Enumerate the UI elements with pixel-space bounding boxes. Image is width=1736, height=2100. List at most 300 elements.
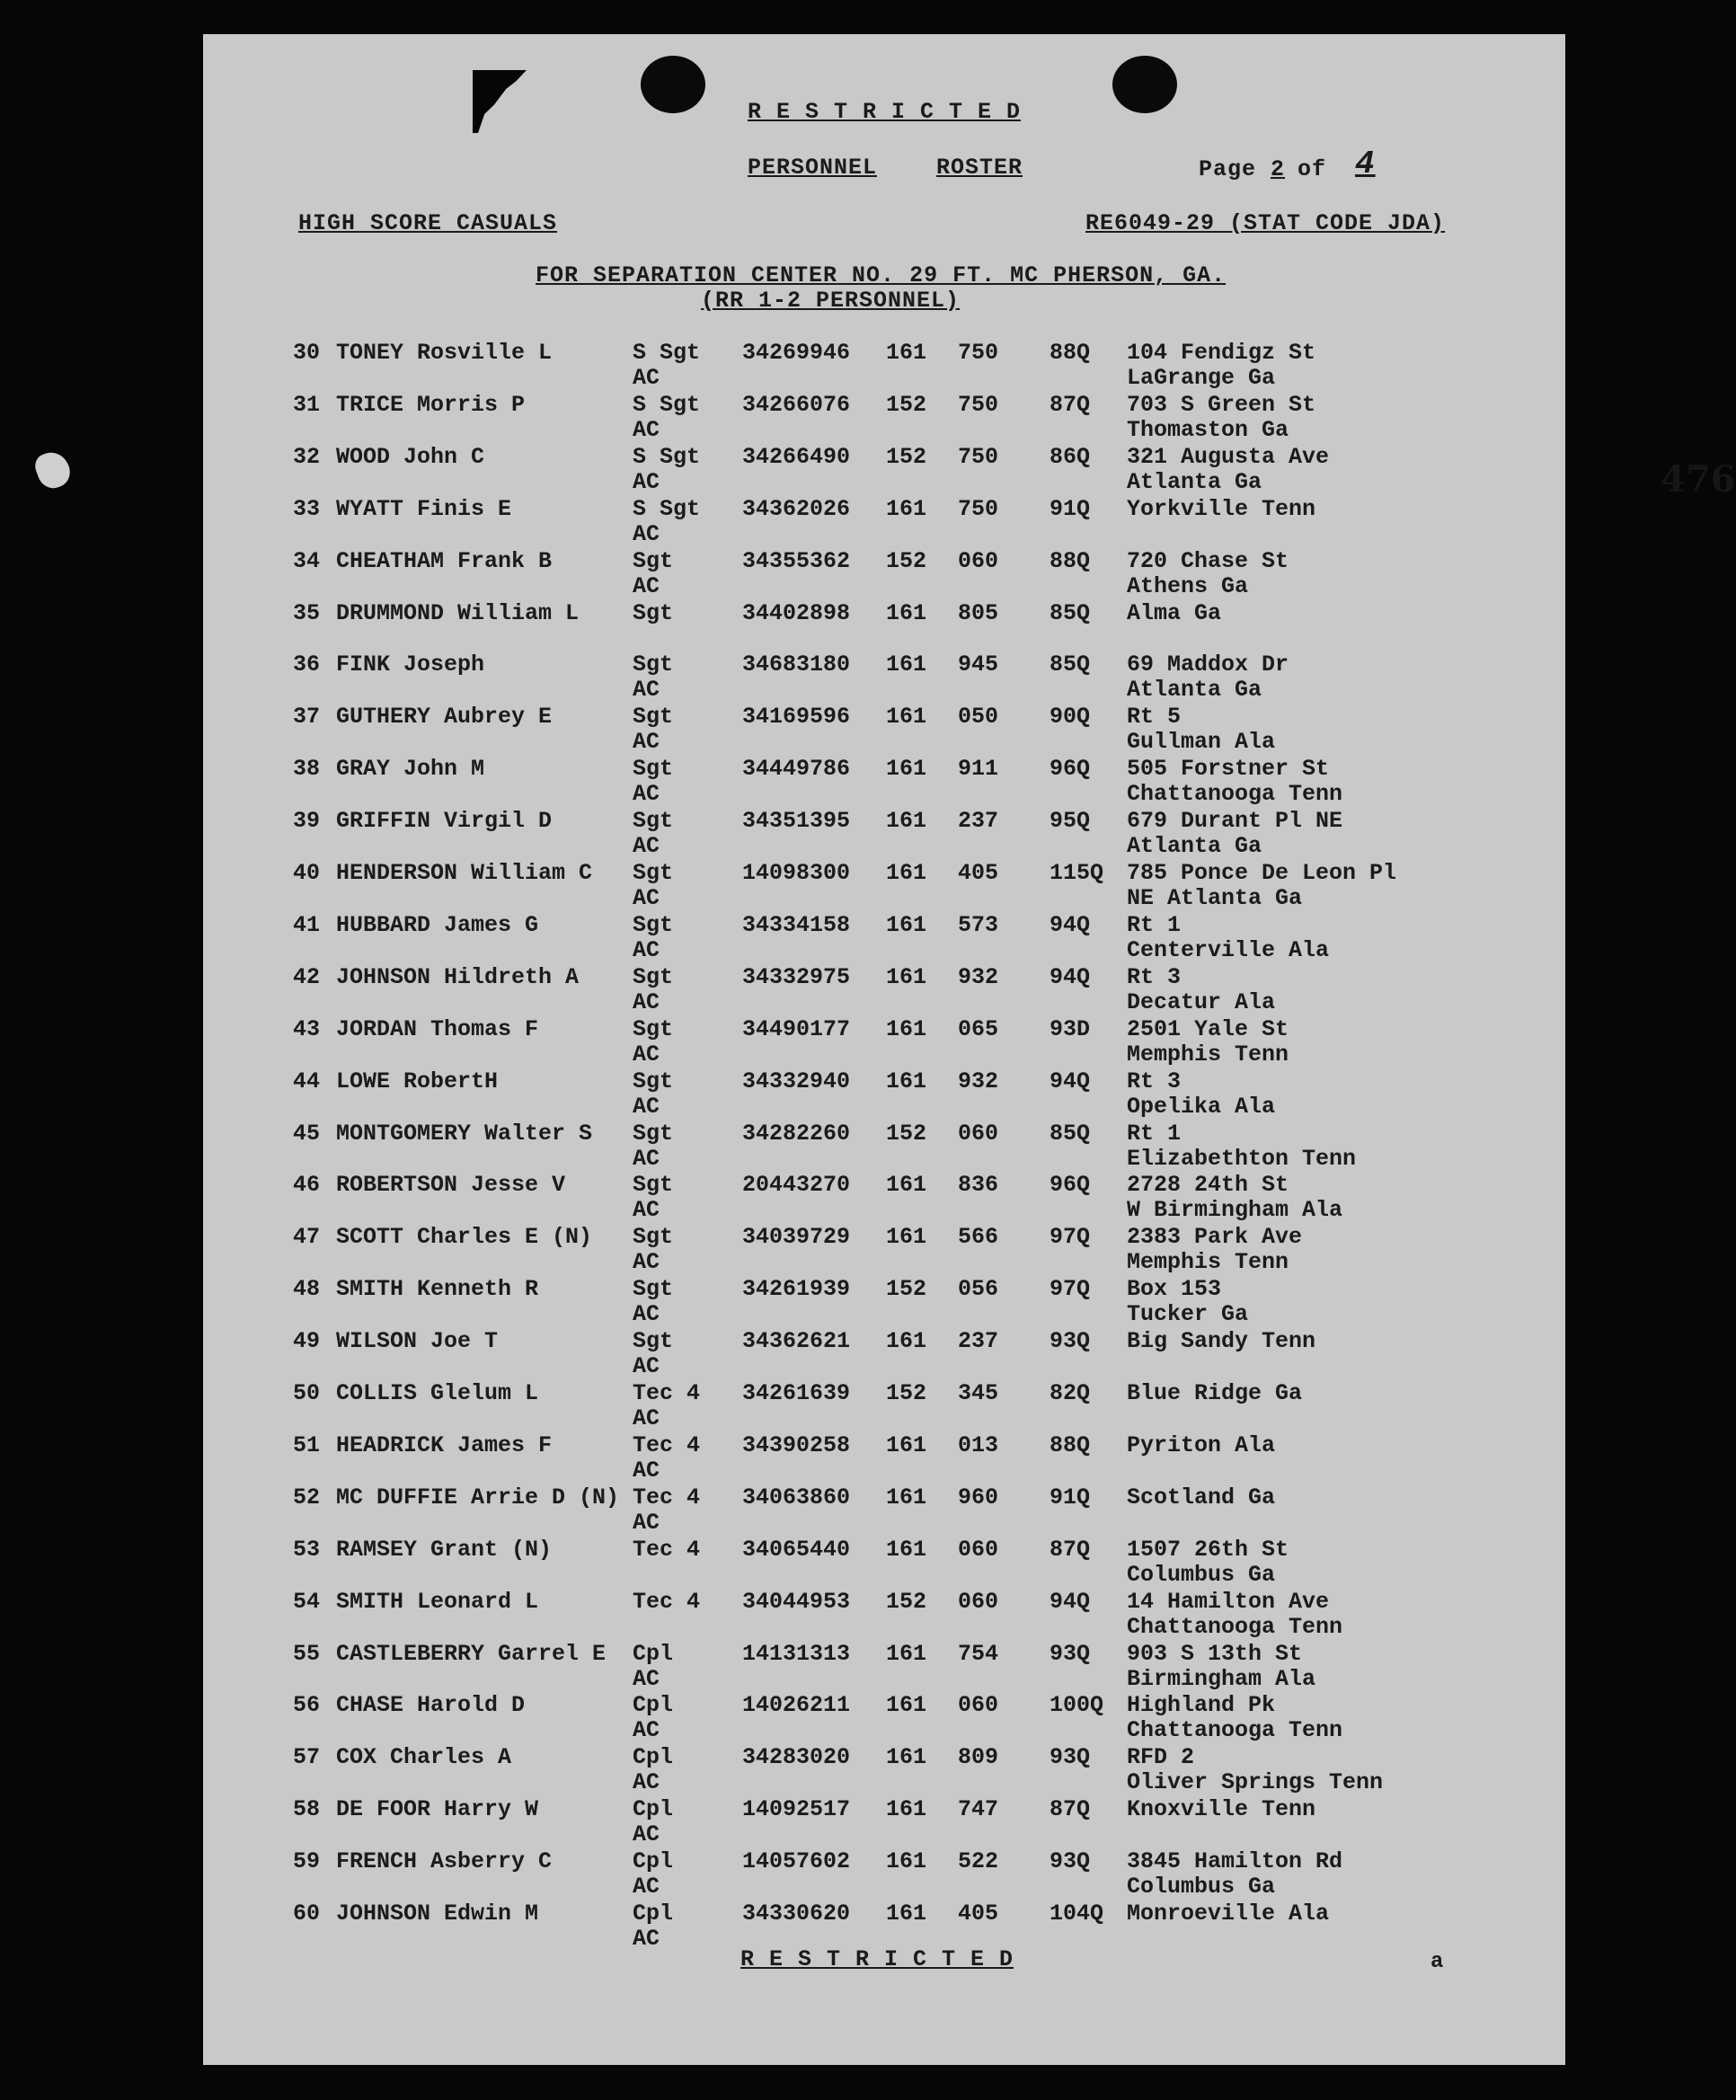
row-number: 38 (293, 756, 321, 783)
row-serial-number: 14092517 (742, 1796, 851, 1823)
row-serial-number: 14131313 (742, 1640, 851, 1667)
row-name: DE FOOR Harry W (336, 1796, 539, 1823)
row-rank: Sgt (633, 911, 674, 938)
row-rank: Sgt (633, 860, 674, 886)
row-number: 49 (293, 1328, 321, 1355)
row-address-line-1: Box 153 (1127, 1276, 1222, 1303)
row-name: WOOD John C (336, 443, 485, 470)
row-code-2: 960 (958, 1484, 999, 1511)
row-address-line-1: Rt 3 (1127, 1068, 1182, 1094)
row-serial-number: 34334158 (742, 911, 851, 938)
row-number: 50 (293, 1380, 321, 1406)
row-code-3: 87Q (1050, 391, 1091, 418)
row-address-line-1: 785 Ponce De Leon Pl (1127, 860, 1397, 886)
row-address-line-1: 2501 Yale St (1127, 1015, 1289, 1042)
row-rank: S Sgt (633, 391, 701, 418)
row-branch: AC (633, 988, 660, 1015)
row-code-3: 93D (1050, 1015, 1091, 1042)
row-code-1: 161 (886, 1536, 927, 1563)
table-row (203, 548, 1565, 600)
row-rank: Cpl (633, 1901, 674, 1927)
row-code-3: 85Q (1050, 1120, 1091, 1147)
row-code-2: 747 (958, 1796, 999, 1823)
row-name: WYATT Finis E (336, 495, 512, 522)
row-rank: Sgt (633, 756, 674, 783)
row-number: 57 (293, 1744, 321, 1771)
row-code-1: 152 (886, 443, 927, 470)
row-code-3: 97Q (1050, 1224, 1091, 1251)
row-code-3: 93Q (1050, 1328, 1091, 1355)
row-rank: Sgt (633, 1276, 674, 1303)
row-code-1: 152 (886, 1588, 927, 1615)
table-row (203, 1692, 1565, 1744)
row-serial-number: 34332940 (742, 1068, 851, 1094)
row-branch: AC (633, 1041, 660, 1068)
row-name: LOWE RobertH (336, 1068, 499, 1094)
row-code-3: 93Q (1050, 1640, 1091, 1667)
table-row (203, 912, 1565, 964)
row-address-line-2: Chattanooga Tenn (1127, 1613, 1343, 1640)
row-code-2: 809 (958, 1744, 999, 1771)
row-serial-number: 34282260 (742, 1120, 851, 1147)
row-serial-number: 34330620 (742, 1901, 851, 1927)
row-address-line-1: Highland Pk (1127, 1692, 1276, 1719)
row-branch: AC (633, 1717, 660, 1744)
row-code-3: 94Q (1050, 911, 1091, 938)
row-serial-number: 34266076 (742, 391, 851, 418)
row-address-line-1: RFD 2 (1127, 1744, 1195, 1771)
row-branch: AC (633, 1457, 660, 1484)
row-branch: AC (633, 1821, 660, 1848)
row-address-line-2: Atlanta Ga (1127, 677, 1262, 704)
row-name: SMITH Leonard L (336, 1588, 539, 1615)
row-code-1: 161 (886, 1640, 927, 1667)
row-code-3: 88Q (1050, 547, 1091, 574)
row-code-3: 94Q (1050, 1588, 1091, 1615)
row-address-line-1: 2728 24th St (1127, 1172, 1289, 1199)
row-code-3: 95Q (1050, 808, 1091, 835)
row-address-line-2: Decatur Ala (1127, 988, 1276, 1015)
row-code-2: 060 (958, 1692, 999, 1719)
row-code-2: 750 (958, 340, 999, 366)
rr-personnel: (RR 1-2 PERSONNEL) (701, 288, 961, 314)
row-code-1: 161 (886, 756, 927, 783)
row-name: SCOTT Charles E (N) (336, 1224, 593, 1251)
row-number: 42 (293, 963, 321, 990)
row-rank: Cpl (633, 1744, 674, 1771)
row-name: FINK Joseph (336, 651, 485, 678)
row-code-2: 750 (958, 495, 999, 522)
row-code-2: 750 (958, 443, 999, 470)
row-rank: S Sgt (633, 495, 701, 522)
row-branch: AC (633, 1249, 660, 1276)
table-row (203, 1589, 1565, 1641)
row-code-3: 94Q (1050, 963, 1091, 990)
row-address-line-2: Tucker Ga (1127, 1301, 1249, 1328)
row-number: 60 (293, 1901, 321, 1927)
row-code-1: 161 (886, 1484, 927, 1511)
row-serial-number: 34039729 (742, 1224, 851, 1251)
row-serial-number: 34283020 (742, 1744, 851, 1771)
table-row (203, 964, 1565, 1016)
row-name: TRICE Morris P (336, 391, 526, 418)
row-code-2: 013 (958, 1431, 999, 1458)
row-code-1: 161 (886, 860, 927, 886)
row-number: 55 (293, 1640, 321, 1667)
table-row (203, 1848, 1565, 1901)
punch-hole-right (1112, 56, 1177, 113)
row-rank: Cpl (633, 1848, 674, 1875)
row-name: DRUMMOND William L (336, 599, 580, 626)
row-branch: AC (633, 416, 660, 443)
restricted-heading-bottom: R E S T R I C T E D (740, 1946, 1014, 1972)
row-number: 33 (293, 495, 321, 522)
row-branch: AC (633, 1353, 660, 1380)
row-rank: Sgt (633, 963, 674, 990)
document-page (203, 34, 1736, 2065)
row-name: COX Charles A (336, 1744, 512, 1771)
row-number: 31 (293, 391, 321, 418)
row-branch: AC (633, 677, 660, 704)
row-name: JOHNSON Hildreth A (336, 963, 580, 990)
row-rank: Sgt (633, 1224, 674, 1251)
row-rank: Tec 4 (633, 1536, 701, 1563)
table-row (203, 860, 1565, 912)
row-branch: AC (633, 729, 660, 756)
row-number: 46 (293, 1172, 321, 1199)
row-rank: Sgt (633, 599, 674, 626)
row-code-1: 161 (886, 1901, 927, 1927)
row-serial-number: 34065440 (742, 1536, 851, 1563)
row-address-line-1: Blue Ridge Ga (1127, 1380, 1303, 1406)
table-row (203, 808, 1565, 860)
row-address-line-2: Opelika Ala (1127, 1093, 1276, 1120)
row-serial-number: 34362621 (742, 1328, 851, 1355)
page-of-label: of (1298, 156, 1327, 182)
row-name: MC DUFFIE Arrie D (N) (336, 1484, 620, 1511)
row-code-2: 945 (958, 651, 999, 678)
row-code-3: 90Q (1050, 704, 1091, 731)
row-address-line-1: 2383 Park Ave (1127, 1224, 1303, 1251)
row-rank: S Sgt (633, 340, 701, 366)
row-number: 40 (293, 860, 321, 886)
row-address-line-2: Atlanta Ga (1127, 468, 1262, 495)
row-address-line-2: Gullman Ala (1127, 729, 1276, 756)
row-number: 53 (293, 1536, 321, 1563)
row-address-line-1: 14 Hamilton Ave (1127, 1588, 1330, 1615)
row-code-3: 88Q (1050, 1431, 1091, 1458)
row-address-line-1: 505 Forstner St (1127, 756, 1330, 783)
row-code-3: 94Q (1050, 1068, 1091, 1094)
row-code-3: 91Q (1050, 495, 1091, 522)
row-rank: Cpl (633, 1692, 674, 1719)
row-serial-number: 20443270 (742, 1172, 851, 1199)
row-name: TONEY Rosville L (336, 340, 553, 366)
row-address-line-1: 321 Augusta Ave (1127, 443, 1330, 470)
row-rank: Sgt (633, 651, 674, 678)
row-code-3: 115Q (1050, 860, 1104, 886)
row-code-1: 161 (886, 1015, 927, 1042)
row-name: FRENCH Asberry C (336, 1848, 553, 1875)
row-code-2: 836 (958, 1172, 999, 1199)
table-row (203, 1537, 1565, 1589)
row-address-line-1: 720 Chase St (1127, 547, 1289, 574)
table-row (203, 1432, 1565, 1484)
row-serial-number: 34490177 (742, 1015, 851, 1042)
row-code-1: 161 (886, 1328, 927, 1355)
row-address-line-2: Columbus Ga (1127, 1874, 1276, 1901)
row-serial-number: 34351395 (742, 808, 851, 835)
row-address-line-2: NE Atlanta Ga (1127, 885, 1303, 911)
row-code-3: 85Q (1050, 651, 1091, 678)
row-rank: Sgt (633, 1068, 674, 1094)
row-serial-number: 34390258 (742, 1431, 851, 1458)
row-code-2: 750 (958, 391, 999, 418)
table-row (203, 392, 1565, 444)
row-rank: S Sgt (633, 443, 701, 470)
row-number: 54 (293, 1588, 321, 1615)
row-rank: Sgt (633, 547, 674, 574)
row-rank: Sgt (633, 1328, 674, 1355)
row-code-2: 566 (958, 1224, 999, 1251)
row-branch: AC (633, 1093, 660, 1120)
row-code-2: 522 (958, 1848, 999, 1875)
row-name: COLLIS Glelum L (336, 1380, 539, 1406)
row-address-line-1: Yorkville Tenn (1127, 495, 1316, 522)
row-branch: AC (633, 1509, 660, 1536)
row-number: 44 (293, 1068, 321, 1094)
row-code-2: 065 (958, 1015, 999, 1042)
row-address-line-2: LaGrange Ga (1127, 365, 1276, 391)
title-roster: ROSTER (936, 155, 1023, 181)
table-row (203, 340, 1565, 392)
row-rank: Sgt (633, 1015, 674, 1042)
row-code-2: 405 (958, 860, 999, 886)
row-name: GRAY John M (336, 756, 485, 783)
row-code-1: 161 (886, 963, 927, 990)
row-address-line-1: 679 Durant Pl NE (1127, 808, 1343, 835)
row-code-1: 161 (886, 1744, 927, 1771)
table-row (203, 1901, 1565, 1953)
row-address-line-1: 69 Maddox Dr (1127, 651, 1289, 678)
row-code-1: 161 (886, 1848, 927, 1875)
row-branch: AC (633, 936, 660, 963)
row-address-line-2: Columbus Ga (1127, 1561, 1276, 1588)
row-branch: AC (633, 833, 660, 860)
row-address-line-2: Chattanooga Tenn (1127, 781, 1343, 808)
row-code-2: 911 (958, 756, 999, 783)
row-code-1: 161 (886, 651, 927, 678)
row-serial-number: 34266490 (742, 443, 851, 470)
row-code-2: 405 (958, 1901, 999, 1927)
row-branch: AC (633, 1405, 660, 1431)
row-serial-number: 34355362 (742, 547, 851, 574)
row-name: ROBERTSON Jesse V (336, 1172, 566, 1199)
row-number: 59 (293, 1848, 321, 1875)
row-rank: Sgt (633, 704, 674, 731)
row-code-1: 152 (886, 1120, 927, 1147)
row-serial-number: 14057602 (742, 1848, 851, 1875)
row-branch: AC (633, 1301, 660, 1328)
row-rank: Cpl (633, 1640, 674, 1667)
row-address-line-2: Thomaston Ga (1127, 416, 1289, 443)
row-code-1: 161 (886, 1172, 927, 1199)
row-address-line-1: 1507 26th St (1127, 1536, 1289, 1563)
table-row (203, 1224, 1565, 1276)
row-rank: Tec 4 (633, 1588, 701, 1615)
row-code-1: 161 (886, 1068, 927, 1094)
row-code-2: 754 (958, 1640, 999, 1667)
row-address-line-2: Elizabethton Tenn (1127, 1145, 1357, 1172)
row-serial-number: 34261639 (742, 1380, 851, 1406)
row-number: 51 (293, 1431, 321, 1458)
row-name: GRIFFIN Virgil D (336, 808, 553, 835)
table-row (203, 704, 1565, 756)
row-branch: AC (633, 572, 660, 599)
row-address-line-1: Rt 3 (1127, 963, 1182, 990)
row-branch: AC (633, 1926, 660, 1952)
row-code-2: 060 (958, 1120, 999, 1147)
row-code-2: 060 (958, 547, 999, 574)
row-number: 36 (293, 651, 321, 678)
row-number: 35 (293, 599, 321, 626)
separation-center: FOR SEPARATION CENTER NO. 29 FT. MC PHERSON, GA. (536, 262, 1227, 288)
table-row (203, 1641, 1565, 1693)
row-branch: AC (633, 1665, 660, 1692)
row-code-1: 161 (886, 1796, 927, 1823)
row-code-2: 060 (958, 1588, 999, 1615)
table-row (203, 1744, 1565, 1796)
row-branch: AC (633, 520, 660, 547)
row-serial-number: 34063860 (742, 1484, 851, 1511)
row-serial-number: 34332975 (742, 963, 851, 990)
row-code-1: 161 (886, 1692, 927, 1719)
row-branch: AC (633, 468, 660, 495)
row-branch: AC (633, 885, 660, 911)
table-row (203, 600, 1565, 652)
table-row (203, 1484, 1565, 1537)
page-label: Page (1199, 156, 1257, 182)
row-rank: Tec 4 (633, 1380, 701, 1406)
row-rank: Cpl (633, 1796, 674, 1823)
row-serial-number: 34261939 (742, 1276, 851, 1303)
row-address-line-1: Monroeville Ala (1127, 1901, 1330, 1927)
row-code-3: 97Q (1050, 1276, 1091, 1303)
row-code-1: 161 (886, 1224, 927, 1251)
row-name: JOHNSON Edwin M (336, 1901, 539, 1927)
row-code-1: 152 (886, 1380, 927, 1406)
row-number: 37 (293, 704, 321, 731)
row-code-2: 237 (958, 808, 999, 835)
table-row (203, 496, 1565, 548)
row-address-line-1: Rt 1 (1127, 1120, 1182, 1147)
row-code-2: 805 (958, 599, 999, 626)
row-rank: Sgt (633, 1172, 674, 1199)
row-code-2: 573 (958, 911, 999, 938)
row-address-line-2: Memphis Tenn (1127, 1041, 1289, 1068)
row-rank: Sgt (633, 808, 674, 835)
row-address-line-1: 703 S Green St (1127, 391, 1316, 418)
row-number: 41 (293, 911, 321, 938)
torn-corner (473, 70, 527, 133)
row-code-3: 96Q (1050, 1172, 1091, 1199)
corner-mark: a (1430, 1950, 1444, 1974)
title-personnel: PERSONNEL (748, 155, 878, 181)
row-address-line-1: Pyriton Ala (1127, 1431, 1276, 1458)
table-row (203, 1276, 1565, 1328)
row-number: 45 (293, 1120, 321, 1147)
row-serial-number: 34449786 (742, 756, 851, 783)
row-code-3: 86Q (1050, 443, 1091, 470)
row-address-line-1: Alma Ga (1127, 599, 1222, 626)
row-number: 47 (293, 1224, 321, 1251)
punch-hole-left (641, 56, 705, 113)
row-number: 32 (293, 443, 321, 470)
row-code-1: 152 (886, 547, 927, 574)
row-code-3: 85Q (1050, 599, 1091, 626)
row-serial-number: 34169596 (742, 704, 851, 731)
row-code-2: 932 (958, 1068, 999, 1094)
row-name: CHASE Harold D (336, 1692, 526, 1719)
row-code-3: 87Q (1050, 1536, 1091, 1563)
row-name: HENDERSON William C (336, 860, 593, 886)
row-code-2: 060 (958, 1536, 999, 1563)
table-row (203, 1328, 1565, 1380)
row-name: HEADRICK James F (336, 1431, 553, 1458)
row-branch: AC (633, 1769, 660, 1796)
row-code-1: 161 (886, 1431, 927, 1458)
row-address-line-2: Centerville Ala (1127, 936, 1330, 963)
row-serial-number: 34683180 (742, 651, 851, 678)
row-name: MONTGOMERY Walter S (336, 1120, 593, 1147)
row-number: 34 (293, 547, 321, 574)
row-code-1: 161 (886, 599, 927, 626)
row-code-1: 161 (886, 808, 927, 835)
row-code-3: 93Q (1050, 1848, 1091, 1875)
row-number: 56 (293, 1692, 321, 1719)
row-serial-number: 14026211 (742, 1692, 851, 1719)
row-address-line-2: Athens Ga (1127, 572, 1249, 599)
row-number: 30 (293, 340, 321, 366)
row-number: 52 (293, 1484, 321, 1511)
row-name: RAMSEY Grant (N) (336, 1536, 553, 1563)
page-total: 4 (1355, 146, 1376, 182)
row-code-3: 82Q (1050, 1380, 1091, 1406)
table-row (203, 1068, 1565, 1121)
table-row (203, 651, 1565, 704)
row-branch: AC (633, 365, 660, 391)
row-code-3: 87Q (1050, 1796, 1091, 1823)
row-address-line-1: Rt 1 (1127, 911, 1182, 938)
table-row (203, 1172, 1565, 1224)
row-name: JORDAN Thomas F (336, 1015, 539, 1042)
row-serial-number: 34402898 (742, 599, 851, 626)
row-branch: AC (633, 1145, 660, 1172)
row-name: GUTHERY Aubrey E (336, 704, 553, 731)
row-branch: AC (633, 781, 660, 808)
restricted-heading-top: R E S T R I C T E D (748, 99, 1022, 125)
row-address-line-2: Chattanooga Tenn (1127, 1717, 1343, 1744)
row-code-1: 161 (886, 911, 927, 938)
row-name: HUBBARD James G (336, 911, 539, 938)
table-row (203, 1016, 1565, 1068)
row-code-1: 161 (886, 495, 927, 522)
roster-code: RE6049-29 (STAT CODE JDA) (1085, 210, 1446, 236)
row-name: CASTLEBERRY Garrel E (336, 1640, 607, 1667)
row-code-2: 056 (958, 1276, 999, 1303)
row-code-2: 050 (958, 704, 999, 731)
row-code-2: 237 (958, 1328, 999, 1355)
